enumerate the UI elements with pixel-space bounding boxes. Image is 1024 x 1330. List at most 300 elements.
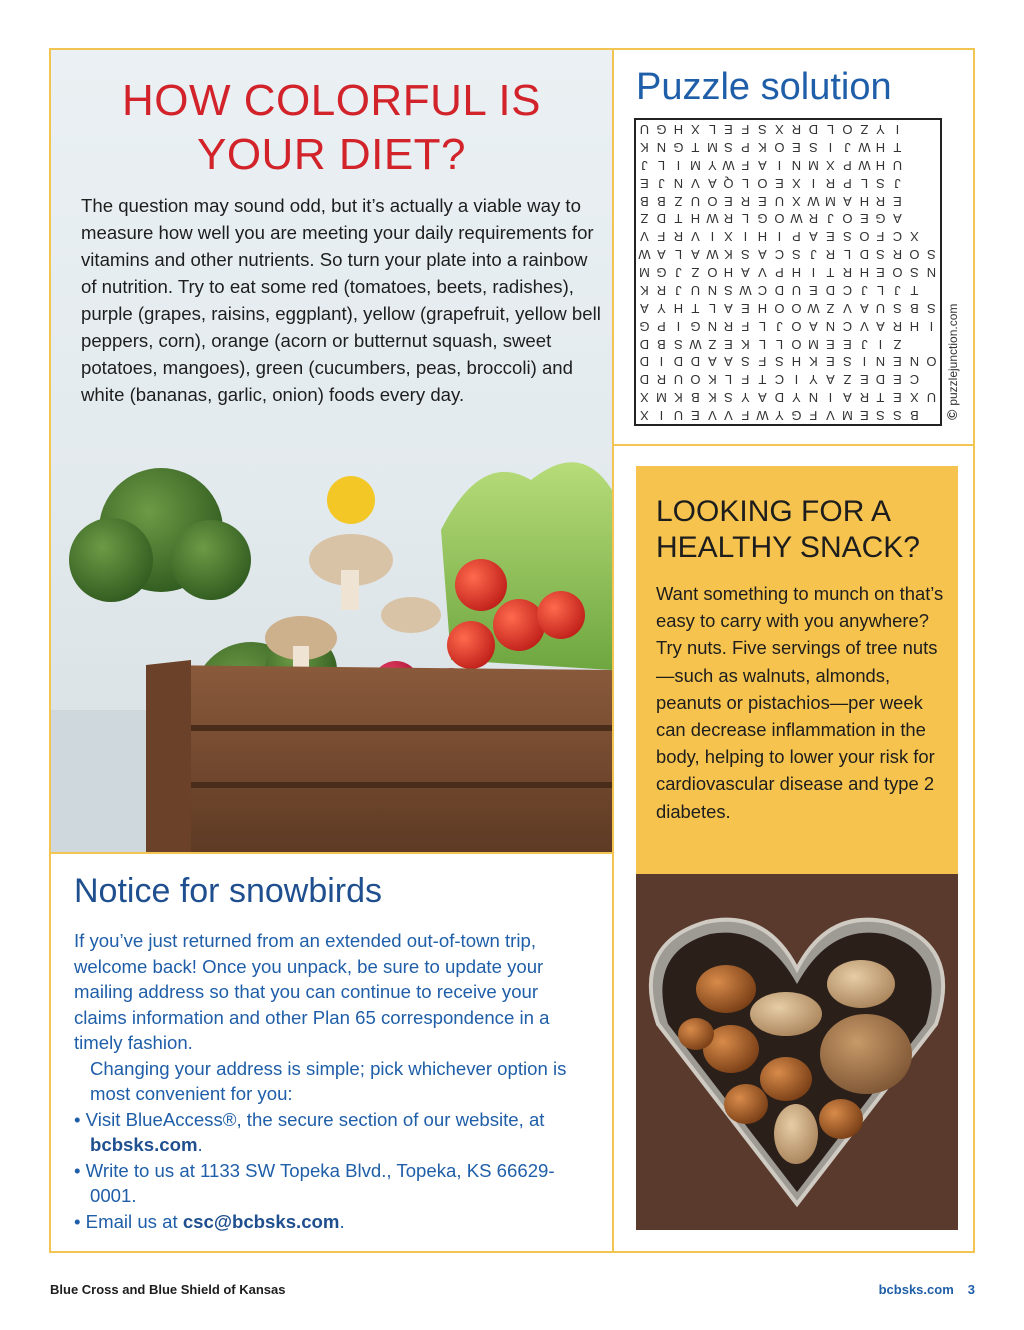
puzzle-letter: O — [791, 336, 802, 352]
puzzle-letter: N — [707, 282, 717, 298]
puzzle-letter: P — [792, 228, 801, 244]
puzzle-letter: E — [792, 139, 801, 155]
puzzle-letter: O — [757, 175, 768, 191]
puzzle-letter: Y — [775, 407, 784, 423]
puzzle-letter: L — [759, 318, 767, 334]
puzzle-letter: T — [826, 264, 835, 280]
puzzle-letter: S — [724, 139, 734, 155]
puzzle-letter: I — [777, 228, 782, 244]
puzzle-letter: A — [842, 192, 852, 208]
puzzle-letter: O — [774, 300, 785, 316]
puzzle-letter: F — [657, 228, 666, 244]
puzzle-letter: E — [842, 336, 852, 352]
website-link[interactable]: bcbsks.com — [90, 1134, 198, 1155]
puzzle-letter: J — [843, 139, 851, 155]
puzzle-letter: S — [842, 353, 852, 369]
puzzle-letter: S — [927, 246, 936, 262]
puzzle-letter: B — [656, 192, 666, 208]
email-link[interactable]: csc@bcbsks.com — [182, 1210, 340, 1232]
puzzle-letter: L — [742, 210, 750, 226]
puzzle-letter: V — [758, 264, 767, 280]
puzzle-letter: E — [825, 353, 835, 369]
puzzle-letter — [923, 406, 940, 424]
puzzle-letter: Z — [674, 192, 683, 208]
puzzle-letter: G — [791, 407, 802, 423]
puzzle-letter: H — [757, 300, 768, 316]
puzzle-letter: N — [656, 139, 667, 155]
puzzle-letter: F — [809, 407, 818, 423]
puzzle-letter: G — [656, 121, 667, 137]
puzzle-letter: R — [741, 192, 751, 208]
puzzle-letter — [906, 138, 923, 156]
puzzle-letter: I — [777, 157, 782, 173]
puzzle-letter: A — [808, 318, 818, 334]
puzzle-letter: Y — [808, 371, 818, 387]
puzzle-letter: B — [690, 389, 700, 405]
puzzle-letter: D — [690, 353, 700, 369]
left-section-divider — [49, 852, 614, 854]
puzzle-letter: H — [909, 318, 920, 334]
puzzle-title: Puzzle solution — [636, 66, 892, 108]
puzzle-letter: A — [724, 353, 734, 369]
puzzle-letter: O — [706, 264, 718, 280]
puzzle-letter: O — [690, 371, 701, 387]
puzzle-letter: R — [893, 318, 903, 334]
puzzle-letter: M — [655, 389, 667, 405]
puzzle-letter: J — [674, 264, 682, 280]
puzzle-letter: M — [807, 157, 819, 173]
copyright-icon: © — [944, 409, 960, 420]
puzzle-letter: O — [791, 318, 802, 334]
heart-nuts-image — [636, 874, 958, 1230]
puzzle-letter: J — [658, 175, 665, 191]
puzzle-letter: U — [673, 407, 683, 423]
puzzle-letter: I — [794, 371, 799, 387]
puzzle-letter: W — [756, 407, 769, 423]
puzzle-letter: C — [842, 318, 852, 334]
puzzle-letter: J — [826, 210, 834, 226]
puzzle-letter: I — [879, 336, 883, 352]
puzzle-letter: S — [808, 139, 818, 155]
puzzle-letter: X — [910, 228, 919, 244]
snowbirds-title: Notice for snowbirds — [74, 872, 383, 910]
puzzle-letter: E — [724, 192, 734, 208]
puzzle-letter: C — [842, 282, 852, 298]
puzzle-letter: D — [673, 353, 683, 369]
puzzle-letter: U — [639, 121, 650, 137]
puzzle-letter: E — [724, 121, 734, 137]
puzzle-letter: W — [705, 210, 719, 226]
puzzle-letter — [923, 227, 940, 245]
puzzle-letter: J — [860, 336, 868, 352]
puzzle-letter: J — [894, 175, 902, 191]
puzzle-letter: Z — [843, 371, 852, 387]
puzzle-letter — [906, 120, 923, 138]
puzzle-letter: M — [807, 336, 819, 352]
puzzle-letter: O — [842, 210, 853, 226]
puzzle-letter: F — [876, 228, 885, 244]
puzzle-letter: A — [893, 210, 903, 226]
puzzle-letter: T — [691, 139, 700, 155]
puzzle-letter: Z — [893, 336, 902, 352]
puzzle-letter: W — [739, 282, 752, 298]
puzzle-letter: M — [689, 157, 701, 173]
puzzle-letter: W — [705, 246, 719, 262]
bullet-website-end: . — [197, 1134, 203, 1155]
column-divider — [612, 48, 614, 1253]
puzzle-letter: L — [708, 300, 716, 316]
puzzle-letter: F — [741, 407, 750, 423]
puzzle-letter: H — [673, 300, 683, 316]
snack-body-text: Want something to munch on that’s easy to carry with you anywhere? Try nuts. Five servings of tree nuts—such as walnuts, almonds, peanuts or pistachios—per week can decrease inflammation in the body, helping to lower your risk for cardiovascular disease and type 2 diabetes. — [656, 583, 944, 822]
puzzle-letter: B — [910, 300, 919, 316]
puzzle-letter: F — [741, 371, 750, 387]
puzzle-letter: A — [876, 318, 886, 334]
puzzle-letter: I — [676, 318, 681, 334]
puzzle-letter: L — [657, 157, 665, 173]
puzzle-letter: E — [825, 228, 835, 244]
snowbirds-bullet-website — [74, 1107, 594, 1158]
puzzle-letter: K — [758, 139, 767, 155]
puzzle-letter: S — [758, 121, 767, 137]
puzzle-letter: R — [808, 210, 819, 226]
puzzle-letter: X — [690, 121, 700, 137]
puzzle-letter: E — [893, 389, 903, 405]
puzzle-letter: D — [639, 371, 650, 387]
puzzle-letter: S — [724, 389, 734, 405]
footer-right — [879, 1282, 975, 1297]
puzzle-letter: H — [859, 264, 869, 280]
puzzle-letter: E — [876, 264, 886, 280]
puzzle-letter: I — [676, 157, 681, 173]
puzzle-credit-text: puzzlejunction.com — [946, 303, 960, 406]
puzzle-letter: L — [860, 175, 868, 191]
puzzle-letter: T — [691, 300, 700, 316]
puzzle-letter: S — [775, 353, 784, 369]
puzzle-letter — [923, 192, 940, 210]
puzzle-letter: C — [909, 371, 920, 387]
puzzle-letter: K — [808, 353, 818, 369]
puzzle-letter: U — [791, 282, 802, 298]
puzzle-letter: K — [707, 371, 717, 387]
puzzle-letter: E — [859, 210, 869, 226]
puzzle-letter: U — [774, 192, 785, 208]
puzzle-letter: A — [758, 246, 767, 262]
puzzle-letter: K — [673, 389, 683, 405]
puzzle-letter: G — [757, 210, 768, 226]
snack-title: LOOKING FOR A HEALTHY SNACK? — [656, 495, 920, 564]
puzzle-letter: E — [859, 371, 869, 387]
snowbirds-options-intro: Changing your address is simple; pick whichever option is most convenient for you: — [90, 1057, 567, 1104]
puzzle-letter — [923, 138, 940, 156]
puzzle-letter: H — [757, 228, 768, 244]
diet-title-line2: YOUR DIET? — [196, 130, 467, 179]
puzzle-letter: I — [743, 228, 748, 244]
puzzle-letter: C — [774, 371, 785, 387]
puzzle-letter: D — [859, 246, 869, 262]
puzzle-letter: S — [792, 246, 801, 262]
puzzle-letter: R — [825, 175, 835, 191]
puzzle-letter: R — [656, 371, 667, 387]
puzzle-letter: Z — [640, 210, 649, 226]
puzzle-letter: V — [640, 228, 649, 244]
puzzle-letter: D — [774, 389, 785, 405]
puzzle-letter: P — [656, 318, 666, 334]
puzzle-letter: S — [876, 246, 886, 262]
puzzle-letter: A — [656, 246, 666, 262]
puzzle-letter: L — [674, 246, 682, 262]
puzzle-letter: W — [857, 157, 871, 173]
puzzle-letter: Y — [876, 121, 886, 137]
puzzle-letter: Y — [656, 300, 666, 316]
puzzle-letter: U — [893, 157, 903, 173]
puzzle-letter: I — [811, 264, 816, 280]
footer-organization: Blue Cross and Blue Shield of Kansas — [50, 1282, 286, 1297]
puzzle-letter: Z — [708, 336, 716, 352]
puzzle-letter: W — [722, 157, 736, 173]
puzzle-letter: W — [857, 139, 871, 155]
puzzle-letter: D — [825, 282, 835, 298]
puzzle-letter: A — [640, 300, 649, 316]
puzzle-letter: F — [741, 121, 750, 137]
puzzle-letter: R — [791, 121, 802, 137]
puzzle-letter: A — [724, 300, 734, 316]
puzzle-letter: A — [859, 300, 869, 316]
puzzle-letter: S — [893, 300, 903, 316]
puzzle-letter: S — [876, 175, 886, 191]
puzzle-letter: D — [656, 210, 667, 226]
puzzle-letter: L — [843, 246, 851, 262]
puzzle-letter: V — [825, 407, 835, 423]
snowbirds-bullet-email — [74, 1209, 594, 1235]
puzzle-letter: S — [724, 282, 734, 298]
puzzle-letter — [906, 156, 923, 174]
puzzle-letter: X — [910, 389, 919, 405]
puzzle-letter: X — [775, 121, 784, 137]
puzzle-letter: Y — [792, 389, 801, 405]
puzzle-letter: R — [825, 246, 835, 262]
puzzle-letter: V — [859, 318, 869, 334]
puzzle-letter: S — [876, 407, 886, 423]
puzzle-letter: R — [724, 210, 734, 226]
puzzle-letter: Z — [860, 121, 868, 137]
puzzle-letter: O — [909, 246, 920, 262]
puzzle-letter: K — [640, 282, 649, 298]
puzzle-letter: V — [842, 300, 852, 316]
puzzle-letter: N — [707, 318, 717, 334]
puzzle-letter: P — [842, 157, 852, 173]
puzzle-letter: V — [690, 228, 700, 244]
right-section-divider — [612, 444, 975, 446]
puzzle-letter: H — [791, 353, 802, 369]
puzzle-letter: G — [656, 264, 667, 280]
puzzle-letter: L — [877, 282, 885, 298]
puzzle-letter: D — [639, 353, 650, 369]
puzzle-letter: R — [893, 246, 903, 262]
colorful-diet-section — [51, 50, 612, 852]
puzzle-letter: K — [707, 389, 717, 405]
puzzle-letter: C — [774, 246, 785, 262]
puzzle-letter: G — [875, 210, 886, 226]
puzzle-letter: G — [639, 318, 650, 334]
puzzle-letter: X — [640, 389, 649, 405]
puzzle-letter: I — [862, 353, 866, 369]
puzzle-letter: B — [640, 192, 649, 208]
puzzle-letter: W — [807, 192, 820, 208]
puzzle-letter: T — [876, 389, 885, 405]
puzzle-letter: I — [828, 139, 833, 155]
puzzle-letter: J — [641, 157, 648, 173]
puzzle-letter: U — [926, 389, 937, 405]
footer-website-link[interactable]: bcbsks.com — [878, 1282, 954, 1297]
puzzle-letter: X — [825, 157, 835, 173]
puzzle-letter: R — [876, 192, 886, 208]
puzzle-letter: I — [811, 175, 816, 191]
puzzle-letter: I — [659, 353, 664, 369]
puzzle-letter: X — [792, 192, 801, 208]
puzzle-letter: H — [724, 264, 734, 280]
puzzle-letter: S — [927, 300, 936, 316]
puzzle-letter: X — [724, 228, 734, 244]
diet-body-text: The question may sound odd, but it’s actually a viable way to measure how well you are meeting your daily requirements for vitamins and other nutrients. So turn your plate into a rainbow of nutrition. Try to eat some red (tomatoes, beets, radishes), purple (grapes, raisins, eggplant), yellow (grapefruit, yellow bell peppers, corn), orange (acorn or butternut squash, sweet potatoes, mangoes), green (cucumbers, peas, broccoli) and white (bananas, garlic, onion) foods every day. — [81, 195, 601, 405]
puzzle-letter: U — [690, 192, 700, 208]
word-search-grid — [634, 118, 942, 426]
puzzle-letter: N — [791, 157, 802, 173]
puzzle-letter: A — [825, 371, 835, 387]
puzzle-letter: O — [706, 192, 718, 208]
puzzle-letter: A — [758, 157, 767, 173]
puzzle-letter: J — [810, 246, 817, 262]
puzzle-letter: L — [742, 175, 750, 191]
puzzle-letter: K — [724, 246, 734, 262]
puzzle-letter: A — [808, 228, 818, 244]
puzzle-letter: E — [893, 192, 903, 208]
puzzle-letter: F — [758, 353, 767, 369]
puzzle-credit — [944, 280, 960, 420]
puzzle-letter: I — [710, 228, 714, 244]
puzzle-letter: J — [674, 282, 682, 298]
puzzle-letter — [906, 174, 923, 192]
puzzle-letter: W — [688, 336, 702, 352]
puzzle-letter: V — [707, 407, 717, 423]
puzzle-letter — [923, 174, 940, 192]
puzzle-letter: D — [774, 282, 785, 298]
puzzle-letter: O — [774, 139, 785, 155]
puzzle-letter: E — [741, 300, 751, 316]
puzzle-letter: V — [690, 175, 700, 191]
puzzle-letter: A — [842, 389, 852, 405]
puzzle-letter: S — [893, 407, 903, 423]
puzzle-letter: D — [808, 121, 819, 137]
puzzle-letter: H — [690, 210, 700, 226]
puzzle-letter: K — [741, 336, 751, 352]
puzzle-letter: S — [741, 246, 751, 262]
puzzle-letter: V — [724, 407, 734, 423]
puzzle-letter: X — [792, 175, 801, 191]
puzzle-letter: A — [707, 175, 717, 191]
puzzle-letter: E — [893, 353, 903, 369]
puzzle-letter: R — [842, 264, 852, 280]
puzzle-letter: T — [910, 282, 919, 298]
puzzle-letter: Z — [826, 300, 835, 316]
puzzle-letter: S — [741, 353, 751, 369]
puzzle-letter: W — [807, 300, 820, 316]
puzzle-letter: H — [859, 192, 869, 208]
puzzle-letter: G — [690, 318, 701, 334]
puzzle-letter: J — [894, 282, 902, 298]
puzzle-letter: Y — [707, 157, 717, 173]
puzzle-letter: C — [893, 228, 903, 244]
puzzle-letter: I — [828, 389, 833, 405]
puzzle-letter: P — [775, 264, 784, 280]
puzzle-letter: A — [707, 353, 717, 369]
puzzle-letter: E — [758, 192, 767, 208]
puzzle-letter: N — [909, 353, 920, 369]
puzzle-letter: R — [724, 318, 734, 334]
bullet-email-text: • Email us at — [74, 1210, 183, 1232]
puzzle-letter: Z — [691, 264, 700, 280]
puzzle-letter: N — [808, 389, 819, 405]
puzzle-letter — [923, 281, 940, 299]
puzzle-letter: Y — [741, 389, 751, 405]
puzzle-letter: R — [859, 389, 869, 405]
puzzle-letter: T — [758, 371, 767, 387]
puzzle-letter: S — [673, 336, 683, 352]
puzzle-letter: T — [674, 210, 683, 226]
puzzle-letter — [923, 335, 940, 353]
puzzle-letter: W — [638, 246, 651, 262]
puzzle-letter — [906, 335, 923, 353]
puzzle-letter: K — [640, 139, 649, 155]
puzzle-letter: W — [790, 210, 803, 226]
puzzle-letter — [923, 156, 940, 174]
puzzle-letter: X — [640, 407, 649, 423]
puzzle-letter: F — [741, 157, 750, 173]
puzzle-letter: H — [876, 157, 886, 173]
puzzle-letter: D — [876, 371, 886, 387]
puzzle-letter: M — [706, 139, 718, 155]
page-number: 3 — [967, 1282, 975, 1297]
puzzle-letter: O — [842, 121, 853, 137]
puzzle-letter — [906, 209, 923, 227]
puzzle-letter — [923, 209, 940, 227]
puzzle-letter: I — [895, 121, 900, 137]
puzzle-letter: A — [758, 389, 767, 405]
puzzle-letter: O — [892, 264, 903, 280]
puzzle-letter: P — [741, 139, 751, 155]
puzzle-letter: U — [876, 300, 886, 316]
puzzle-letter: E — [825, 336, 835, 352]
diet-title-line1: HOW COLORFUL IS — [121, 76, 541, 125]
diet-title — [51, 74, 612, 182]
puzzle-letter: E — [808, 282, 818, 298]
puzzle-letter: M — [824, 192, 836, 208]
puzzle-letter: I — [659, 407, 664, 423]
puzzle-letter: G — [673, 139, 684, 155]
puzzle-letter: A — [741, 264, 751, 280]
puzzle-letter — [923, 370, 940, 388]
snowbirds-body — [74, 928, 594, 1234]
puzzle-letter: F — [741, 318, 750, 334]
puzzle-letter: R — [673, 228, 683, 244]
puzzle-letter — [923, 120, 940, 138]
vegetable-crate-image — [51, 410, 612, 852]
puzzle-letter: E — [724, 336, 734, 352]
puzzle-letter: E — [640, 175, 649, 191]
puzzle-letter: L — [826, 121, 834, 137]
puzzle-letter: H — [673, 121, 683, 137]
bullet-email-end: . — [339, 1210, 345, 1232]
